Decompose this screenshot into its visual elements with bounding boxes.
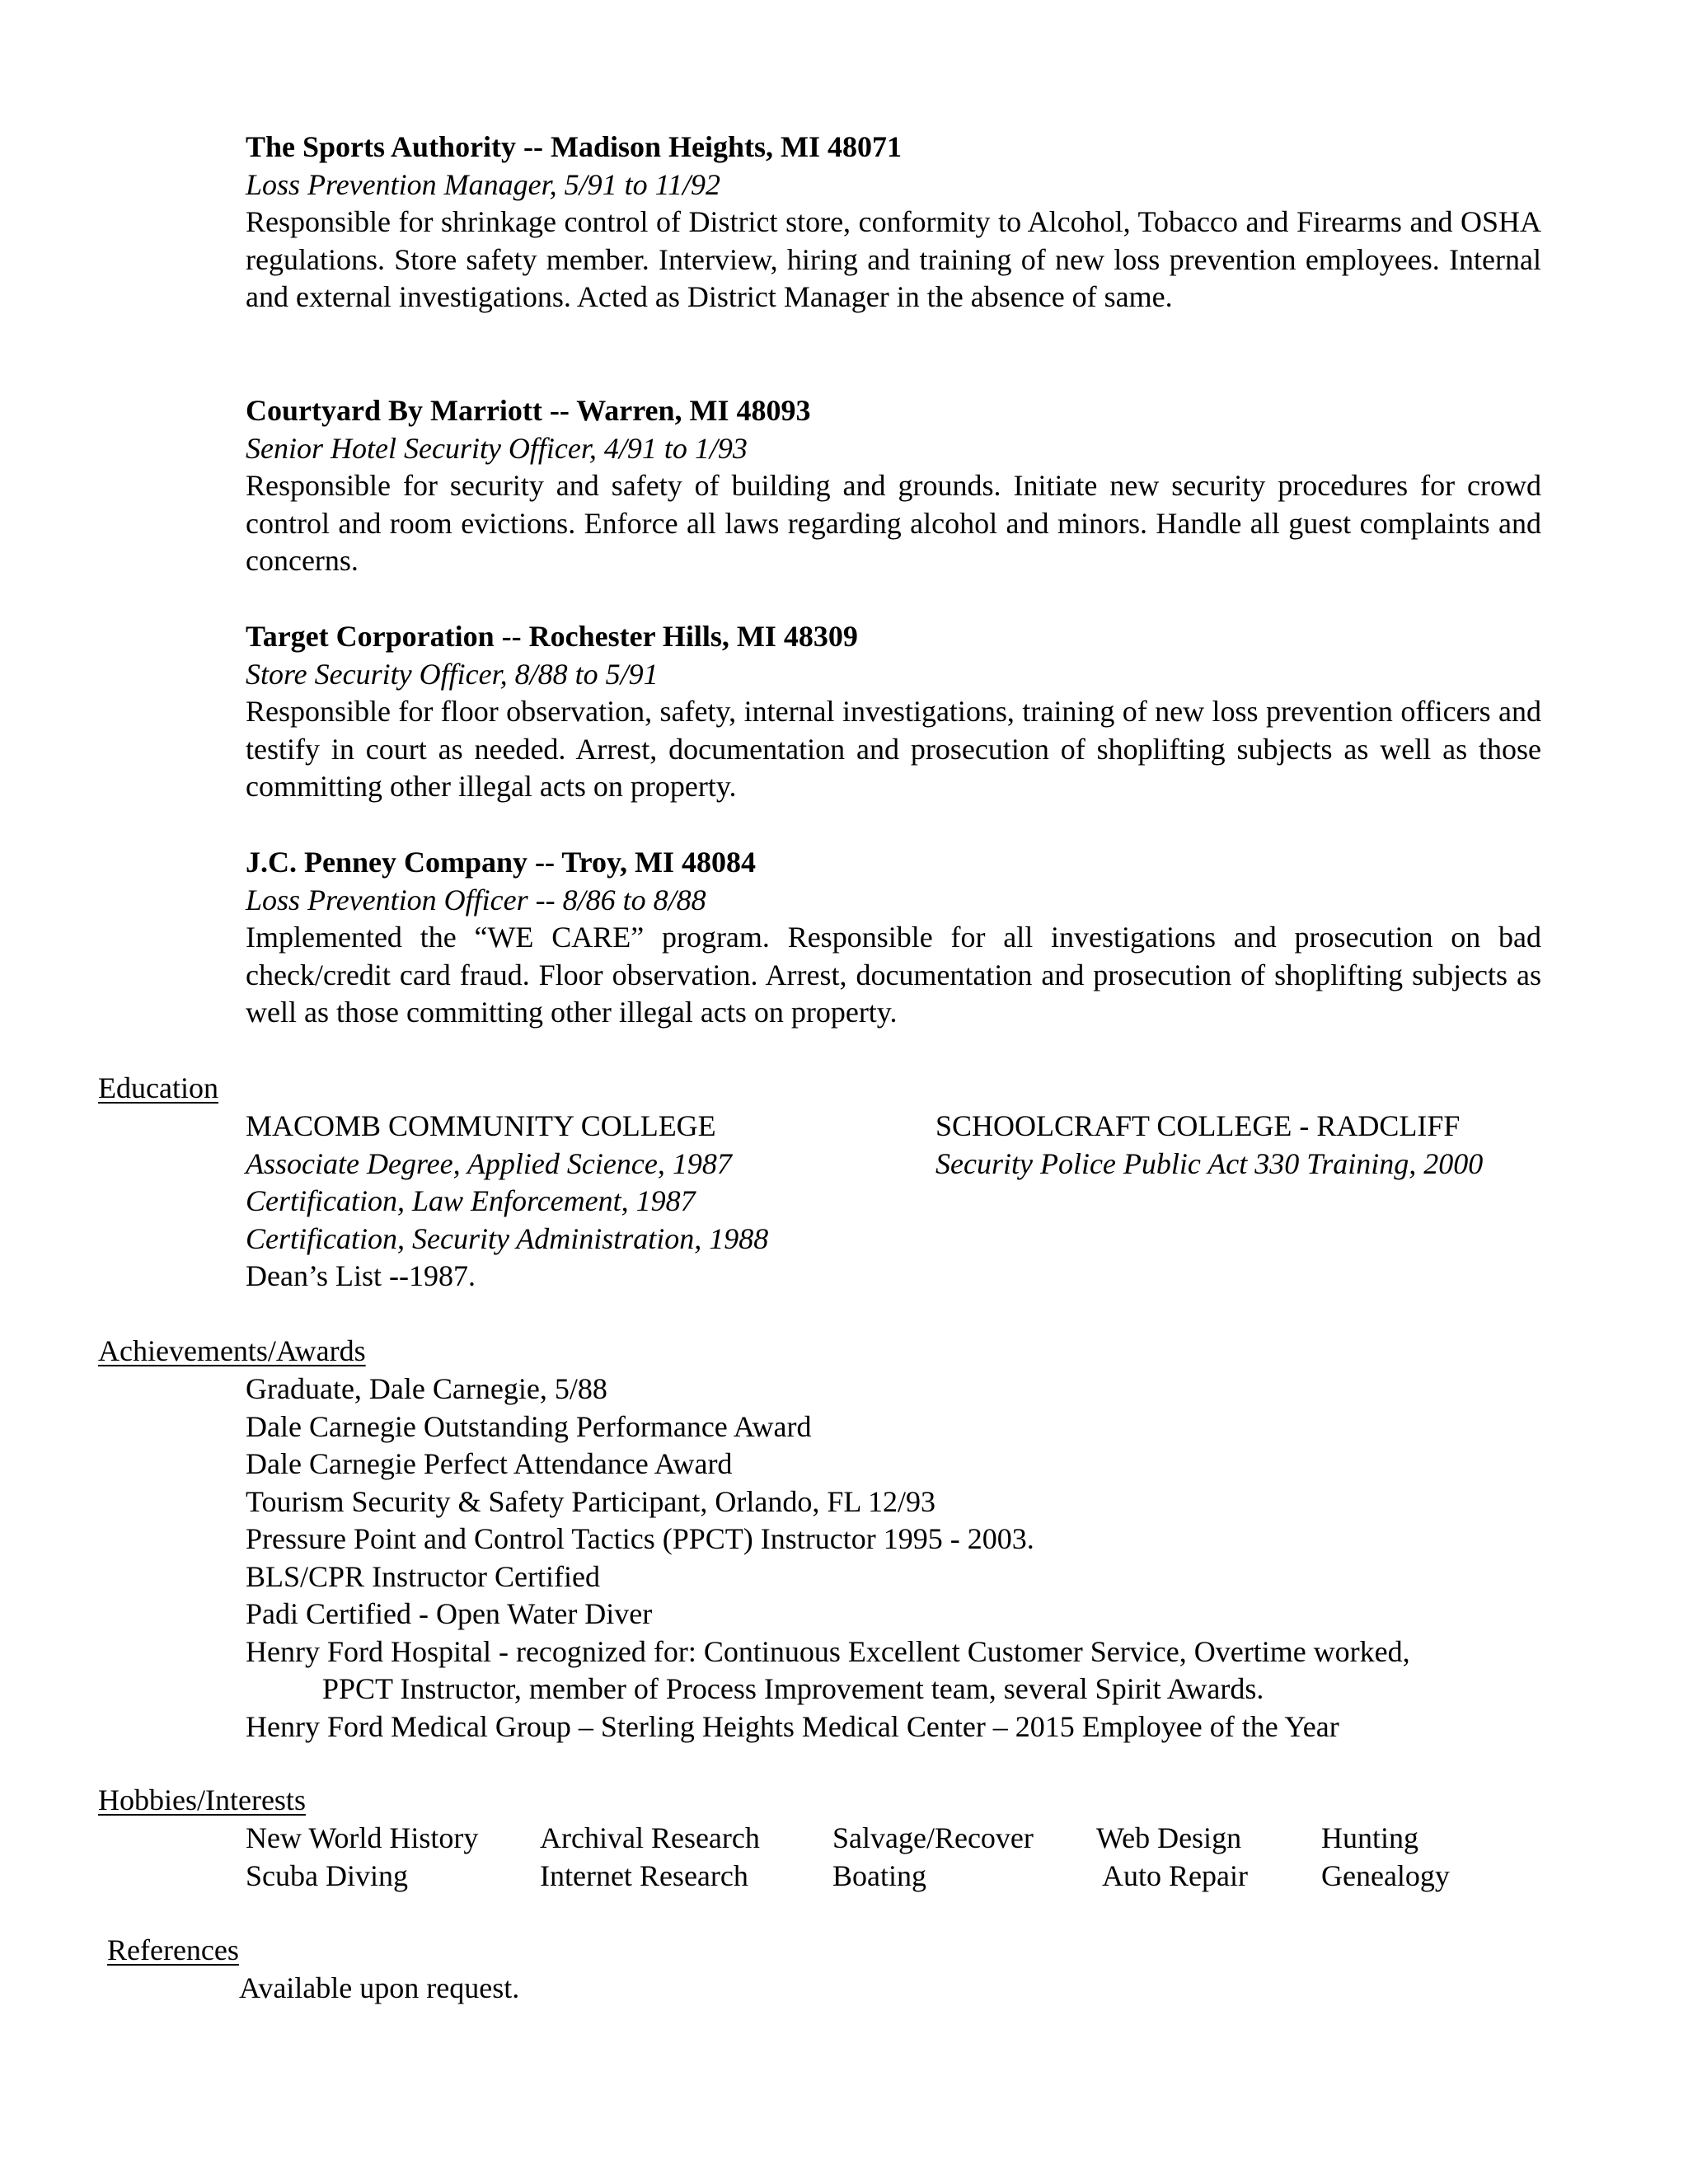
references-text xyxy=(239,1970,519,2008)
job-description: Responsible for shrinkage control of District store, conformity to Alcohol, Tobacco and Firearms and OSHA regulations. Store safety member. Interview, hiring and training of new loss prevention employees. Internal and external investigations. Acted as District Manager in the absence of same. xyxy=(246,205,1541,313)
job-employer: J.C. Penney Company -- Troy, MI 48084 xyxy=(246,846,757,879)
education-right-column xyxy=(935,1108,1483,1183)
job-employer: Courtyard By Marriott -- Warren, MI 48093 xyxy=(246,394,811,427)
references-heading: References xyxy=(107,1933,239,1966)
school-name: SCHOOLCRAFT COLLEGE - RADCLIFF xyxy=(935,1109,1461,1142)
hobby-item: Scuba Diving xyxy=(246,1859,408,1892)
awards-list xyxy=(246,1371,1410,1746)
list-item: Dale Carnegie Perfect Attendance Award xyxy=(246,1447,733,1480)
hobby-item: Internet Research xyxy=(540,1859,748,1892)
hobby-item: Genealogy xyxy=(1321,1859,1450,1892)
education-item: Certification, Security Administration, 1988 xyxy=(246,1221,769,1255)
hobby-item: New World History xyxy=(246,1821,479,1854)
list-item: Pressure Point and Control Tactics (PPCT) Instructor 1995 - 2003. xyxy=(246,1522,1034,1555)
list-item: Dale Carnegie Outstanding Performance Award xyxy=(246,1409,812,1443)
job-description: Responsible for security and safety of building and grounds. Initiate new security procedures for crowd control and room evictions. Enforce all laws regarding alcohol and minors. Handle all guest complaints and concerns. xyxy=(246,469,1541,577)
job-entry xyxy=(246,129,1541,316)
job-role: Loss Prevention Officer -- 8/86 to 8/88 xyxy=(246,883,706,916)
list-item: Padi Certified - Open Water Diver xyxy=(246,1597,653,1630)
list-item: Henry Ford Hospital - recognized for: Continuous Excellent Customer Service, Overtime worked, xyxy=(246,1634,1410,1668)
job-entry xyxy=(246,844,1541,1032)
education-left-column xyxy=(246,1108,768,1296)
hobby-item: Web Design xyxy=(1096,1821,1242,1854)
school-name: MACOMB COMMUNITY COLLEGE xyxy=(246,1109,716,1142)
education-item: Security Police Public Act 330 Training, 2000 xyxy=(935,1146,1484,1180)
job-employer: The Sports Authority -- Madison Heights, MI 48071 xyxy=(246,130,903,163)
awards-heading: Achievements/Awards xyxy=(98,1334,366,1367)
education-heading: Education xyxy=(98,1071,218,1104)
hobby-item: Salvage/Recover xyxy=(832,1821,1034,1854)
education-item: Certification, Law Enforcement, 1987 xyxy=(246,1184,696,1217)
education-note: Dean’s List --1987. xyxy=(246,1259,476,1292)
list-item: BLS/CPR Instructor Certified xyxy=(246,1559,600,1593)
job-entry xyxy=(246,392,1541,580)
list-item-continuation: PPCT Instructor, member of Process Improvement team, several Spirit Awards. xyxy=(322,1672,1264,1705)
job-role: Senior Hotel Security Officer, 4/91 to 1/93 xyxy=(246,431,748,465)
job-entry xyxy=(246,618,1541,806)
references-value: Available upon request. xyxy=(239,1971,520,2004)
hobbies-heading: Hobbies/Interests xyxy=(98,1783,306,1816)
hobby-item: Boating xyxy=(832,1859,926,1892)
list-item: Tourism Security & Safety Participant, Orlando, FL 12/93 xyxy=(246,1484,936,1518)
job-description: Responsible for floor observation, safety, internal investigations, training of new loss prevention officers and testify in court as needed. Arrest, documentation and prosecution of shoplifting subjects as well as those committing other illegal acts on property. xyxy=(246,695,1541,803)
job-description: Implemented the “WE CARE” program. Responsible for all investigations and prosecution on bad check/credit card fraud. Floor observation. Arrest, documentation and prosecution of shoplifting subjects as well as those committing other illegal acts on property. xyxy=(246,921,1541,1029)
hobby-item: Auto Repair xyxy=(1102,1859,1248,1892)
education-item: Associate Degree, Applied Science, 1987 xyxy=(246,1146,732,1180)
hobby-item: Archival Research xyxy=(540,1821,760,1854)
job-role: Loss Prevention Manager, 5/91 to 11/92 xyxy=(246,167,720,201)
job-employer: Target Corporation -- Rochester Hills, MI 48309 xyxy=(246,620,858,653)
list-item: Henry Ford Medical Group – Sterling Heights Medical Center – 2015 Employee of the Year xyxy=(246,1709,1339,1743)
job-role: Store Security Officer, 8/88 to 5/91 xyxy=(246,657,659,691)
list-item: Graduate, Dale Carnegie, 5/88 xyxy=(246,1372,607,1405)
hobby-item: Hunting xyxy=(1321,1821,1419,1854)
